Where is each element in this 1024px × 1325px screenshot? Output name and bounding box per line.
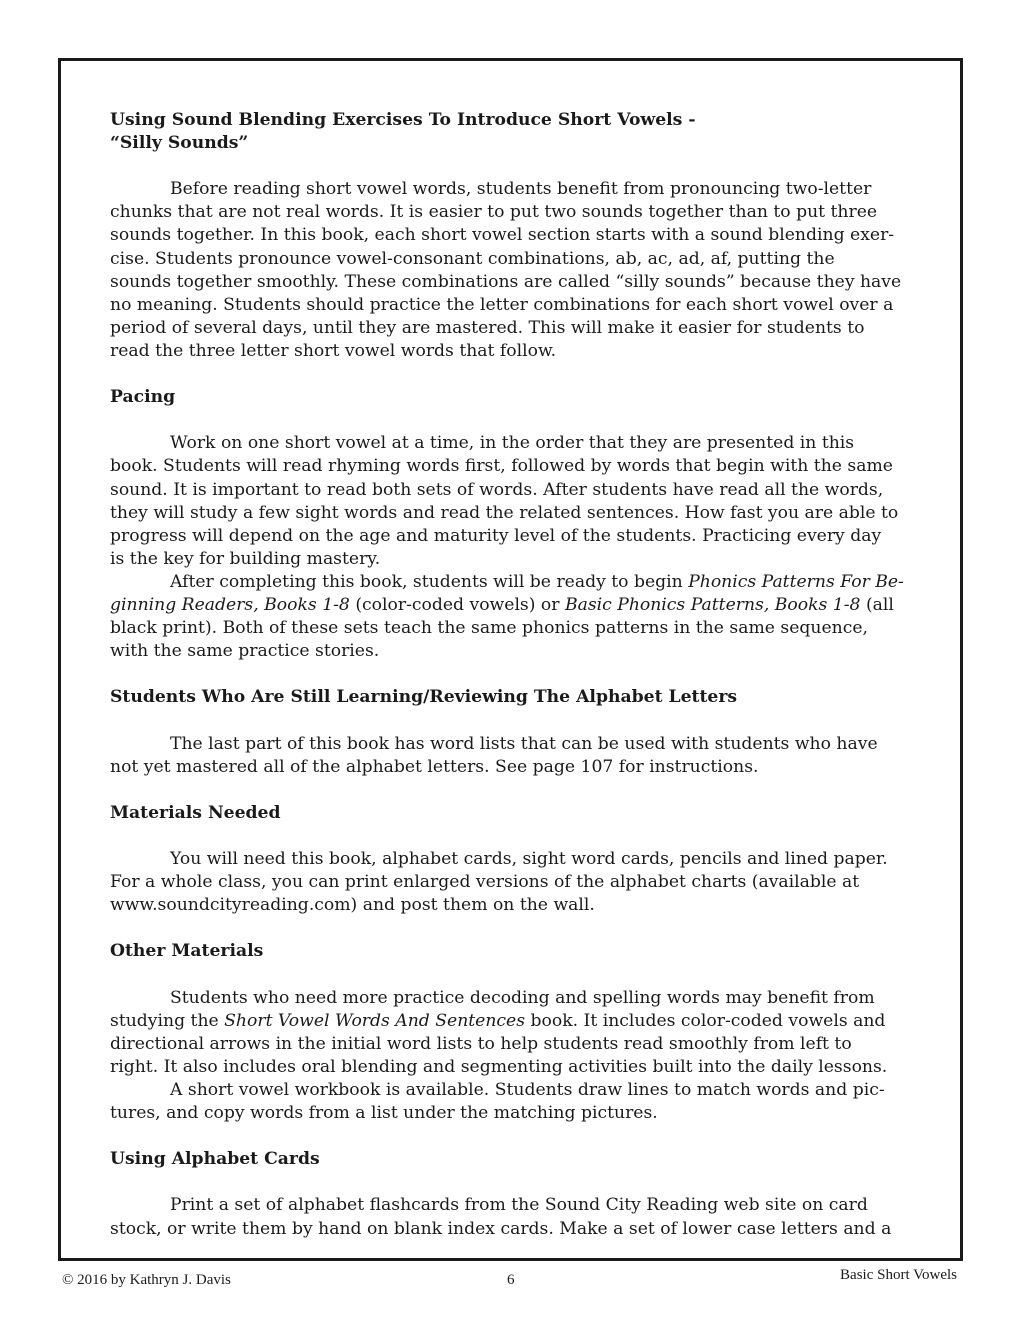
paragraph-silly-sounds: Before reading short vowel words, students benefit from pronouncing two-letter chunks that are not real words. It is easier to put two sounds together than to put three sounds together. In this book, each short vowel section starts with a sound blending exer- cise. Students pronounce vowel-consonant combinations, ab, ac, ad, af, putting the sounds together smoothly. These combinations are called “silly sounds” because they have no meaning. Students should practice the letter combinations for each short vowel over a period of several days, until they are mastered. This will make it easier for students to read the three letter short vowel words that follow. bbox=[110, 179, 902, 361]
book-title-phonics-patterns-cont: ginning Readers, Books 1-8 bbox=[110, 594, 350, 615]
section-heading-pacing: Pacing bbox=[110, 387, 176, 408]
paragraph-other-materials-1: Students who need more practice decoding and spelling words may benefit from studying the Short Vowel Words And Sentences book. It includes color-coded vowels and directional arrows in the initial word lists to help students read smoothly from left to right. It also includes oral blending and segmenting activities built into the daily lessons. bbox=[110, 987, 888, 1077]
book-title-short-vowel-words: Short Vowel Words And Sentences bbox=[224, 1010, 526, 1031]
paragraph-pacing-1: Work on one short vowel at a time, in the order that they are presented in this book. Students will read rhyming words first, followed by words that begin with the same sound. It is important to read both sets of words. After students have read all the words, they will study a few sight words and read the related sentences. How fast you are able to progress will depend on the age and maturity level of the students. Practicing every day is the key for building mastery. bbox=[110, 433, 899, 569]
section-heading-other-materials: Other Materials bbox=[110, 941, 264, 962]
section-heading-materials-needed: Materials Needed bbox=[110, 802, 281, 823]
section-heading-alphabet-cards: Using Alphabet Cards bbox=[110, 1149, 320, 1170]
footer-page-number: 6 bbox=[507, 1272, 515, 1288]
paragraph-materials-needed: You will need this book, alphabet cards, sight word cards, pencils and lined paper. For a whole class, you can print enlarged versions of the alphabet charts (available at www.soundcityreading.com) and post them on the wall. bbox=[110, 849, 888, 916]
paragraph-alphabet-cards: Print a set of alphabet flashcards from the Sound City Reading web site on card stock, or write them by hand on blank index cards. Make a set of lower case letters and a bbox=[110, 1195, 892, 1239]
paragraph-pacing-2: After completing this book, students will be ready to begin Phonics Patterns For Be- ginning Readers, Books 1-8 (color-coded vowels) or Basic Phonics Patterns, Books 1-8 (all black print). Both of these sets teach the same phonics patterns in the same sequence, with the same practice stories. bbox=[110, 571, 904, 662]
footer-book-title: Basic Short Vowels bbox=[840, 1267, 957, 1283]
section-heading-alphabet-letters: Students Who Are Still Learning/Reviewing The Alphabet Letters bbox=[110, 687, 738, 708]
paragraph-other-materials-2: A short vowel workbook is available. Students draw lines to match words and pic- tures, and copy words from a list under the matching pictures. bbox=[110, 1079, 885, 1124]
page-content bbox=[110, 109, 918, 1241]
section-heading-silly-sounds: Using Sound Blending Exercises To Introduce Short Vowels - “Silly Sounds” bbox=[110, 110, 696, 154]
page-border bbox=[58, 58, 963, 1261]
book-title-basic-phonics: Basic Phonics Patterns, Books 1-8 bbox=[564, 594, 861, 615]
book-title-phonics-patterns: Phonics Patterns For Be- bbox=[688, 571, 904, 592]
paragraph-alphabet-letters: The last part of this book has word lists that can be used with students who have not yet mastered all of the alphabet letters. See page 107 for instructions. bbox=[110, 733, 878, 777]
footer-copyright: © 2016 by Kathryn J. Davis bbox=[62, 1272, 231, 1288]
